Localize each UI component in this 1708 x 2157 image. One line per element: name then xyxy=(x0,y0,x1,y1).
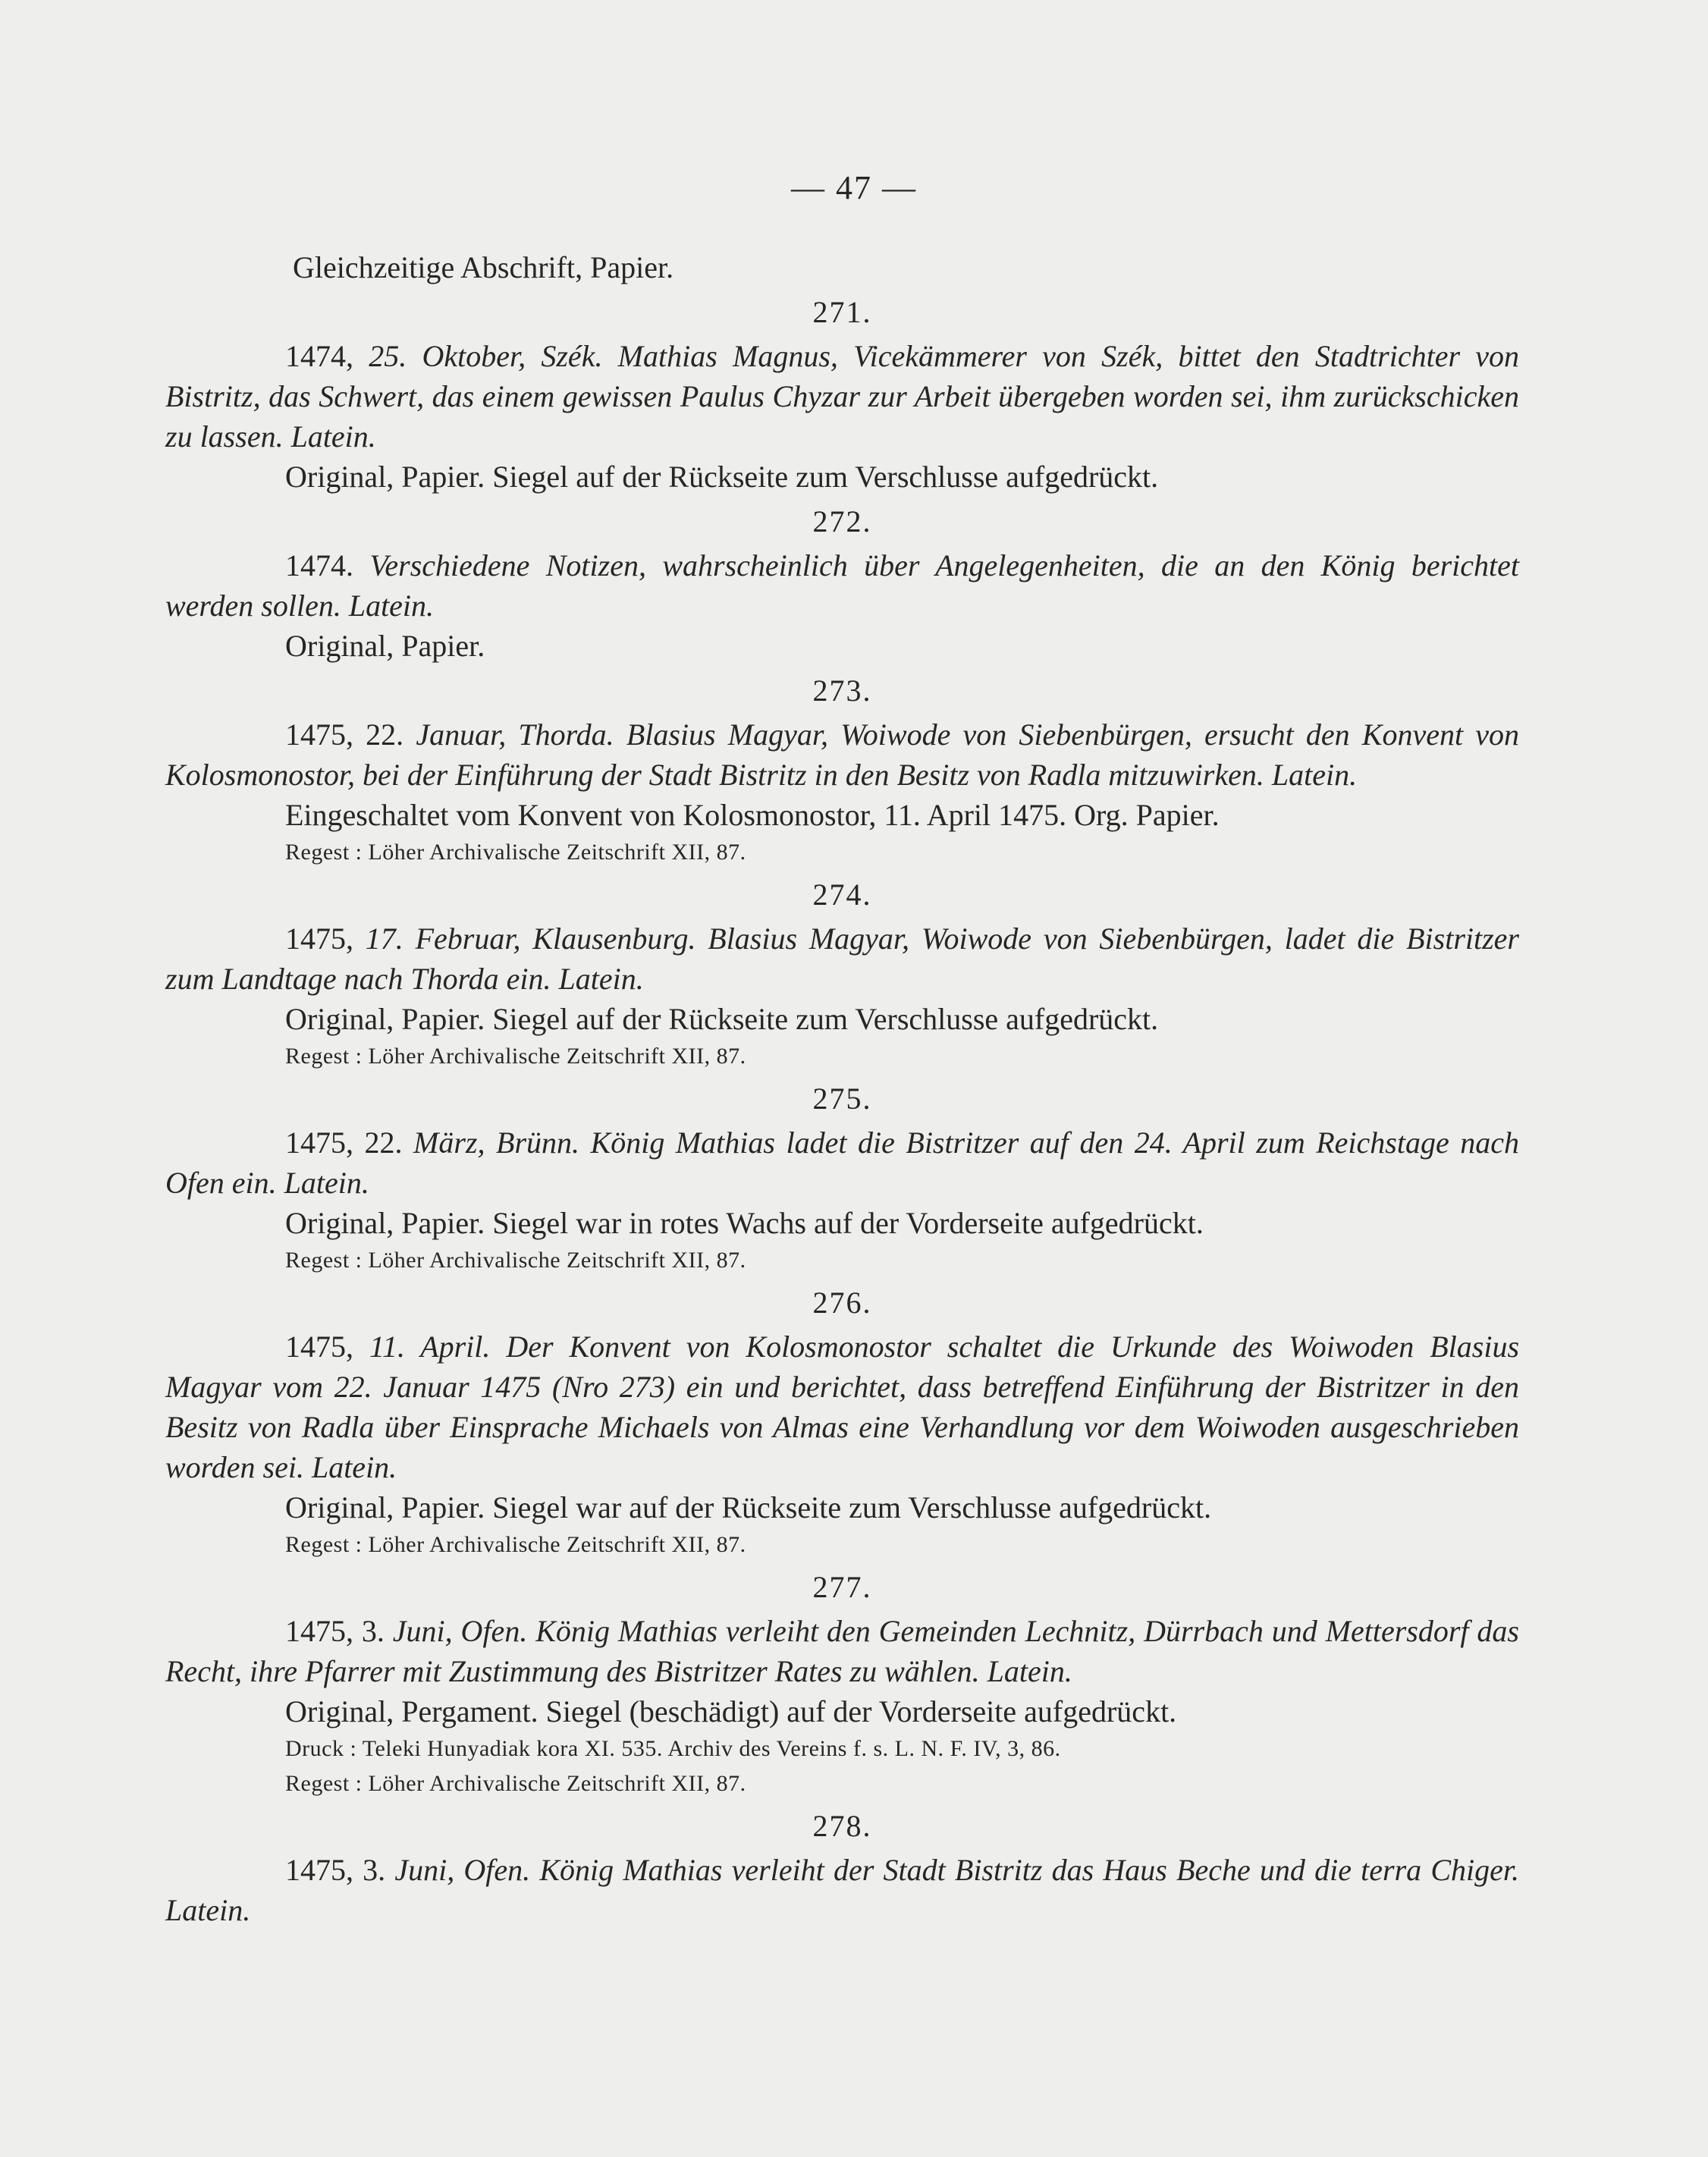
entry-regest xyxy=(165,918,1519,999)
entry-number: 276. xyxy=(812,1286,872,1320)
entry-literature: Druck : Teleki Hunyadiak kora XI. 535. Archiv des Vereins f. s. L. N. F. IV, 3, 86. xyxy=(285,1736,1061,1761)
entry-source: Original, Pergament. Siegel (beschädigt) auf der Vorderseite aufgedrückt. xyxy=(285,1694,1177,1728)
entry-regest-text: Juni, Ofen. König Mathias verleiht den Gemeinden Lechnitz, Dürrbach und Mettersdorf das Recht, ihre Pfarrer mit Zustimmung des Bistritzer Rates zu wählen. Latein. xyxy=(165,1614,1519,1688)
entry-source: Original, Papier. Siegel auf der Rückseite zum Verschlusse aufgedrückt. xyxy=(285,460,1159,494)
entry-regest-text: 25. Oktober, Szék. Mathias Magnus, Vicekämmerer von Szék, bittet den Stadtrichter von Bistritz, das Schwert, das einem gewissen Paulus Chyzar zur Arbeit übergeben worden sei, ihm zurückschicken zu lassen. Latein. xyxy=(165,339,1520,454)
entry-regest xyxy=(165,714,1519,795)
entry-regest-text: Juni, Ofen. König Mathias verleiht der Stadt Bistritz das Haus Beche und die terra Chiger. Latein. xyxy=(165,1853,1520,1927)
entry-literature: Regest : Löher Archivalische Zeitschrift XII, 87. xyxy=(285,1771,746,1796)
entry-regest xyxy=(165,1122,1519,1203)
entry-source: Original, Papier. Siegel auf der Rückseite zum Verschlusse aufgedrückt. xyxy=(285,1002,1159,1036)
entry-regest-text: Januar, Thorda. Blasius Magyar, Woiwode von Siebenbürgen, ersucht den Konvent von Kolosmonostor, bei der Einführung der Stadt Bistritz in den Besitz von Radla mitzuwirken. Latein. xyxy=(165,717,1520,792)
entry-regest xyxy=(165,1611,1519,1691)
entry-list xyxy=(165,294,1519,1930)
entry-number: 272. xyxy=(812,504,872,538)
entry xyxy=(165,1568,1519,1801)
entry-year: 1475, xyxy=(285,922,366,956)
entry-year: 1474, xyxy=(285,339,369,373)
entry xyxy=(165,1080,1519,1278)
entry-source: Original, Papier. xyxy=(285,629,485,663)
entry-year: 1475, xyxy=(285,1330,369,1364)
entry-source: Eingeschaltet vom Konvent von Kolosmonostor, 11. April 1475. Org. Papier. xyxy=(285,798,1220,832)
entry xyxy=(165,294,1519,497)
entry xyxy=(165,1284,1519,1562)
entry-year: 1474. xyxy=(285,548,370,582)
entry xyxy=(165,876,1519,1074)
page-number: — 47 — xyxy=(791,169,917,206)
entry-regest-text: Verschiedene Notizen, wahrscheinlich über Angelegenheiten, die an den König berichtet werden sollen. Latein. xyxy=(165,548,1520,623)
entry-literature: Regest : Löher Archivalische Zeitschrift XII, 87. xyxy=(285,1248,746,1273)
entry-number: 274. xyxy=(812,878,872,912)
entry-literature: Regest : Löher Archivalische Zeitschrift XII, 87. xyxy=(285,1044,746,1069)
entry-literature: Regest : Löher Archivalische Zeitschrift XII, 87. xyxy=(285,1532,746,1557)
entry-regest-text: März, Brünn. König Mathias ladet die Bistritzer auf den 24. April zum Reichstage nach Ofen ein. Latein. xyxy=(165,1126,1519,1200)
entry-number: 278. xyxy=(812,1809,872,1843)
entry-regest xyxy=(165,545,1519,626)
entry-literature: Regest : Löher Archivalische Zeitschrift XII, 87. xyxy=(285,840,746,865)
entry-year: 1475, 3. xyxy=(285,1614,393,1648)
entry-regest xyxy=(165,1327,1519,1487)
carryover-line: Gleichzeitige Abschrift, Papier. xyxy=(293,250,674,284)
entry-source: Original, Papier. Siegel war auf der Rückseite zum Verschlusse aufgedrückt. xyxy=(285,1490,1212,1524)
entry-regest-text: 11. April. Der Konvent von Kolosmonostor schaltet die Urkunde des Woiwoden Blasius Magyar vom 22. Januar 1475 (Nro 273) ein und berichtet, dass betreffend Einführung der Bistritzer in den Besitz von Radla über Einsprache Michaels von Almas eine Verhandlung vor dem Woiwoden ausgeschrieben worden sei. Latein. xyxy=(165,1330,1520,1484)
entry-year: 1475, 22. xyxy=(285,717,416,752)
entry-number: 271. xyxy=(812,295,872,329)
entry xyxy=(165,1807,1519,1930)
entry-number: 277. xyxy=(812,1570,872,1604)
entry-regest-text: 17. Februar, Klausenburg. Blasius Magyar, Woiwode von Siebenbürgen, ladet die Bistritzer zum Landtage nach Thorda ein. Latein. xyxy=(165,922,1519,996)
entry xyxy=(165,672,1519,870)
entry-number: 275. xyxy=(812,1082,872,1116)
entry-number: 273. xyxy=(812,673,872,708)
entry-source: Original, Papier. Siegel war in rotes Wachs auf der Vorderseite aufgedrückt. xyxy=(285,1206,1204,1240)
entry-year: 1475, 22. xyxy=(285,1126,414,1160)
text-body xyxy=(165,247,1519,1930)
entry-regest xyxy=(165,1850,1519,1930)
entry xyxy=(165,503,1519,666)
entry-year: 1475, 3. xyxy=(285,1853,395,1887)
entry-regest xyxy=(165,336,1519,457)
